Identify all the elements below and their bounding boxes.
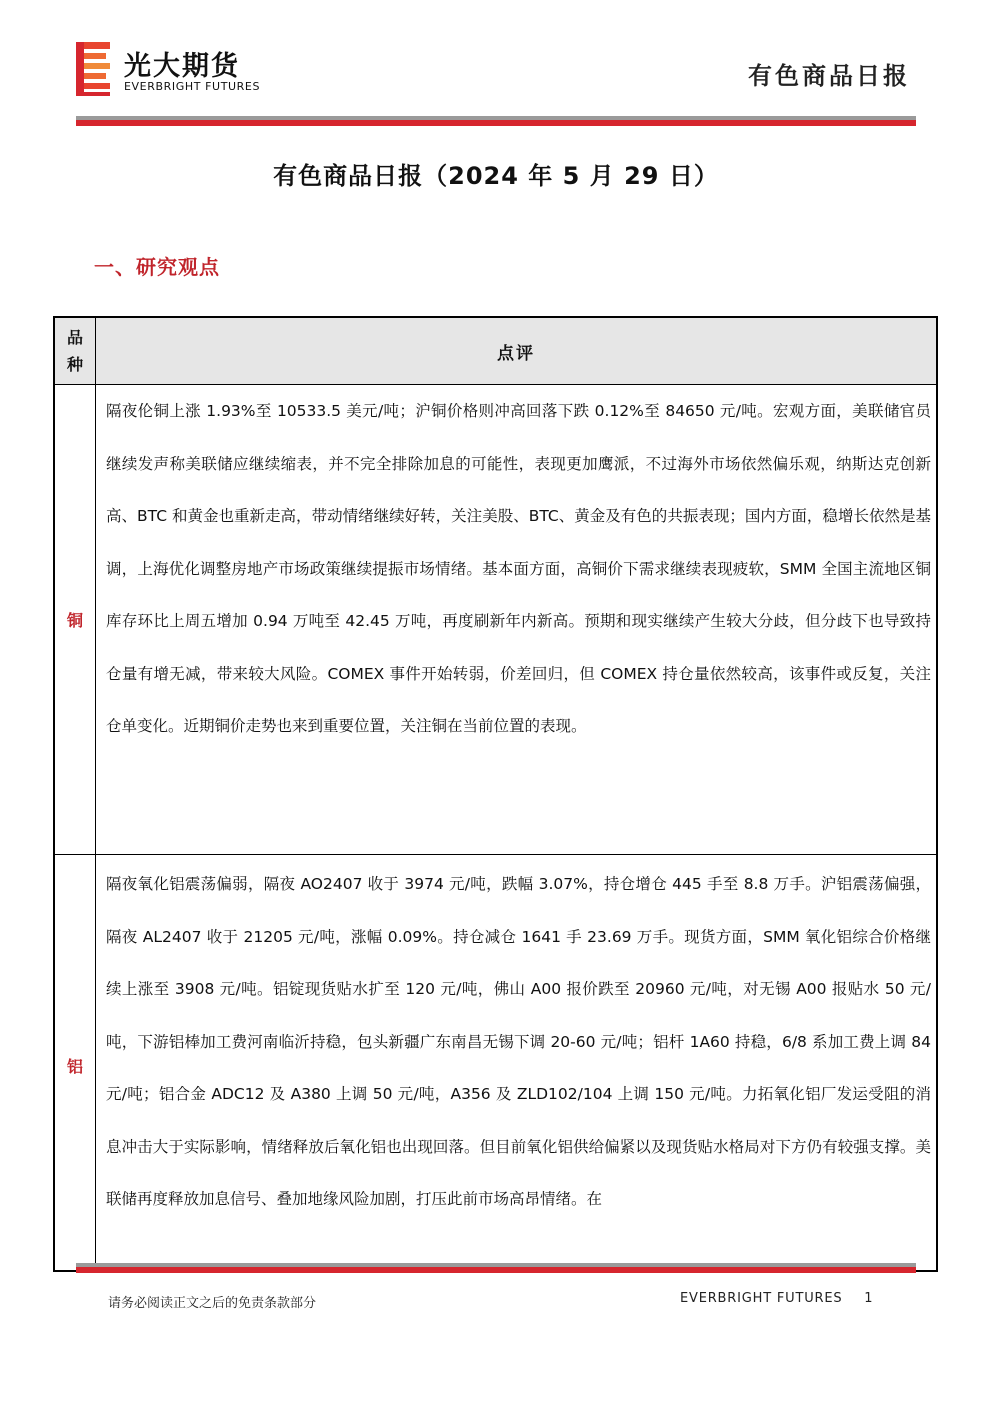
footer-divider-red — [76, 1267, 916, 1273]
footer-disclaimer: 请务必阅读正文之后的免责条款部分 — [108, 1296, 317, 1311]
table-row-aluminum — [55, 855, 936, 1272]
footer-brand-page — [680, 1291, 873, 1306]
comment-cell-copper: 隔夜伦铜上涨 1.93%至 10533.5 美元/吨；沪铜价格则冲高回落下跌 0.12%至 84650 元/吨。宏观方面，美联储官员继续发声称美联储应继续缩表，并不完全排除加息的可能性，表现更加鹰派，不过海外市场依然偏乐观，纳斯达克创新高、BTC 和黄金也重新走高，带动情绪继续好转，关注美股、BTC、黄金及有色的共振表现；国内方面，稳增长依然是基调，上海优化调整房地产市场政策继续提振市场情绪。基本面方面，高铜价下需求继续表现疲软，SMM 全国主流地区铜库存环比上周五增加 0.94 万吨至 42.45 万吨，再度刷新年内新高。预期和现实继续产生较大分歧，但分歧下也导致持仓量有增无减，带来较大风险。COMEX 事件开始转弱，价差回归，但 COMEX 持仓量依然较高，该事件或反复，关注仓单变化。近期铜价走势也来到重要位置，关注铜在当前位置的表现。 — [106, 402, 931, 735]
header-divider-red — [76, 120, 916, 126]
variety-cell-aluminum: 铝 — [55, 855, 96, 1272]
section-heading: 一、研究观点 — [94, 255, 220, 279]
table-row-copper — [55, 385, 936, 855]
logo-english-name: EVERBRIGHT FUTURES — [124, 80, 261, 93]
column-header-variety — [55, 318, 96, 384]
report-name: 有色商品日报 — [748, 62, 910, 90]
everbright-logo-icon — [76, 42, 112, 96]
table-header — [55, 318, 936, 385]
commentary-table — [53, 316, 938, 1272]
company-logo — [76, 40, 296, 100]
variety-cell-copper: 铜 — [55, 385, 96, 854]
logo-chinese-name: 光大期货 — [124, 51, 240, 82]
comment-cell-aluminum: 隔夜氧化铝震荡偏弱，隔夜 AO2407 收于 3974 元/吨，跌幅 3.07%，持仓增仓 445 手至 8.8 万手。沪铝震荡偏强，隔夜 AL2407 收于 21205 元/吨，涨幅 0.09%。持仓减仓 1641 手 23.69 万手。现货方面，SMM 氧化铝综合价格继续上涨至 3908 元/吨。铝锭现货贴水扩至 120 元/吨，佛山 A00 报价跌至 20960 元/吨，对无锡 A00 报贴水 50 元/吨，下游铝棒加工费河南临沂持稳，包头新疆广东南昌无锡下调 20-60 元/吨；铝杆 1A60 持稳，6/8 系加工费上调 84 元/吨；铝合金 ADC12 及 A380 上调 50 元/吨，A356 及 ZLD102/104 上调 150 元/吨。力拓氧化铝厂发运受阻的消息冲击大于实际影响，情绪释放后氧化铝也出现回落。但目前氧化铝供给偏紧以及现货贴水格局对下方仍有较强支撑。美联储再度释放加息信号、叠加地缘风险加剧，打压此前市场高昂情绪。在 — [106, 875, 931, 1208]
document-title: 有色商品日报（2024 年 5 月 29 日） — [273, 162, 719, 190]
page-number: 1 — [864, 1291, 874, 1306]
column-header-comment: 点评 — [497, 343, 535, 364]
column-header-variety-label: 品 种 — [66, 328, 83, 374]
footer-brand: EVERBRIGHT FUTURES — [680, 1291, 843, 1306]
